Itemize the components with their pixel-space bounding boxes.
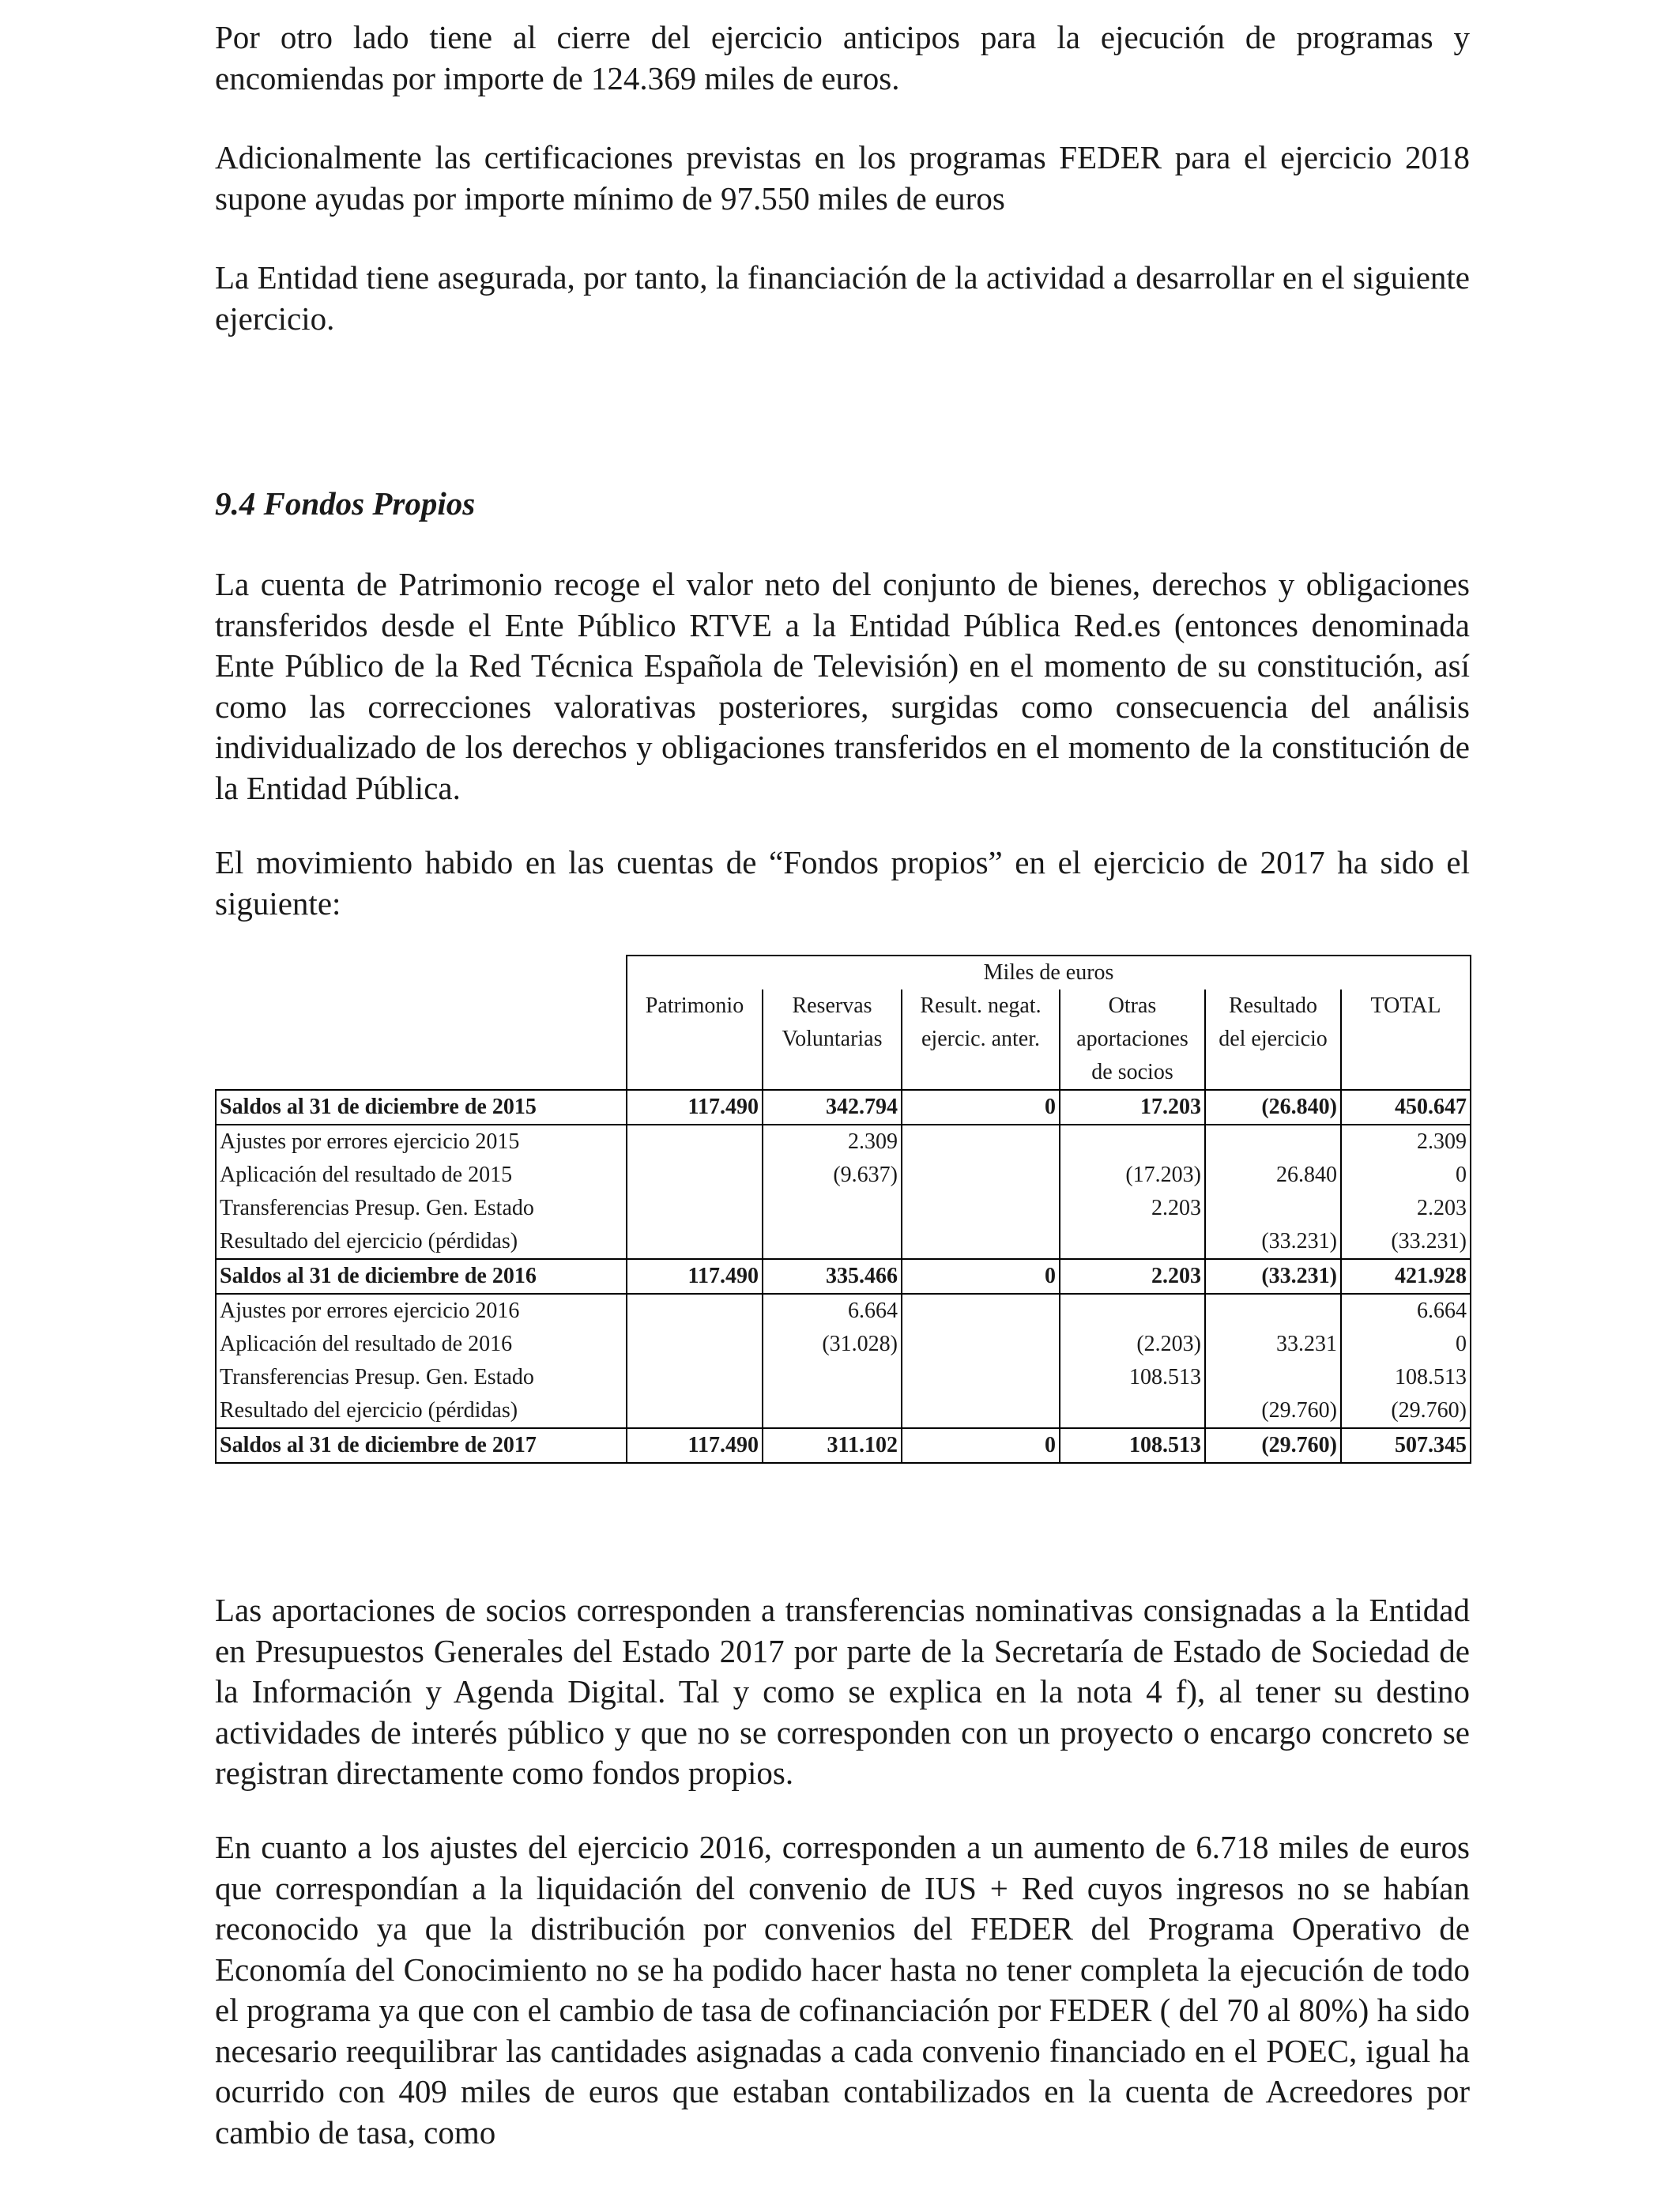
table-row: Transferencias Presup. Gen. Estado 108.513 108.513 xyxy=(216,1361,1471,1394)
table-row-saldo-2017: Saldos al 31 de diciembre de 2017 117.490 311.102 0 108.513 (29.760) 507.345 xyxy=(216,1428,1471,1463)
col-header-resultado: Resultado del ejercicio xyxy=(1205,990,1341,1090)
row-label: Saldos al 31 de diciembre de 2015 xyxy=(216,1090,627,1125)
table-row-saldo-2016: Saldos al 31 de diciembre de 2016 117.490 335.466 0 2.203 (33.231) 421.928 xyxy=(216,1259,1471,1294)
col-header-otras-aportaciones: Otras aportaciones de socios xyxy=(1060,990,1205,1090)
paragraph-ajustes-2016: En cuanto a los ajustes del ejercicio 2016, corresponden a un aumento de 6.718 miles de euros que correspondían a la liquidación del convenio de IUS + Red cuyos ingresos no se habían reconocido ya que la distribución por convenios del FEDER del Programa Operativo de Economía del Conocimiento no se ha podido hacer hasta no tener completa la ejecución de todo el programa ya que con el cambio de tasa de cofinanciación por FEDER ( del 70 al 80%) ha sido necesario reequilibrar las cantidades asignadas a cada convenio financiado en el POEC, igual ha ocurrido con 409 miles de euros que estaban contabilizados en la cuenta de Acreedores por cambio de tasa, como xyxy=(215,1829,1470,2151)
group-header-miles-de-euros: Miles de euros xyxy=(627,956,1471,990)
paragraph-anticipos: Por otro lado tiene al cierre del ejercicio anticipos para la ejecución de programas y encomiendas por importe de 124.369 miles de euros. xyxy=(215,19,1470,96)
table-row: Ajustes por errores ejercicio 2016 6.664 6.664 xyxy=(216,1294,1471,1328)
paragraph-financiacion: La Entidad tiene asegurada, por tanto, la financiación de la actividad a desarrollar en el siguiente ejercicio. xyxy=(215,259,1470,337)
table-row: Ajustes por errores ejercicio 2015 2.309 2.309 xyxy=(216,1125,1471,1159)
table-column-header-row xyxy=(216,990,1471,1090)
table-row: Resultado del ejercicio (pérdidas) (29.760) (29.760) xyxy=(216,1394,1471,1428)
col-header-reservas: Reservas Voluntarias xyxy=(763,990,902,1090)
section-title: 9.4 Fondos Propios xyxy=(215,485,476,522)
table-row: Aplicación del resultado de 2016 (31.028) (2.203) 33.231 0 xyxy=(216,1328,1471,1361)
paragraph-patrimonio: La cuenta de Patrimonio recoge el valor neto del conjunto de bienes, derechos y obligaciones transferidos desde el Ente Público RTVE a la Entidad Pública Red.es (entonces denominada Ente Público de la Red Técnica Española de Televisión) en el momento de su constitución, así como las correcciones valorativas posteriores, surgidas como consecuencia del análisis individualizado de los derechos y obligaciones transferidos en el momento de la constitución de la Entidad Pública. xyxy=(215,566,1470,806)
col-header-total: TOTAL xyxy=(1341,990,1471,1090)
fondos-propios-table xyxy=(215,955,1471,1464)
table-row: Aplicación del resultado de 2015 (9.637) (17.203) 26.840 0 xyxy=(216,1159,1471,1192)
col-header-patrimonio: Patrimonio xyxy=(627,990,763,1090)
paragraph-movimiento: El movimiento habido en las cuentas de “Fondos propios” en el ejercicio de 2017 ha sido el siguiente: xyxy=(215,844,1470,922)
table-row-saldo-2015: Saldos al 31 de diciembre de 2015 117.490 342.794 0 17.203 (26.840) 450.647 xyxy=(216,1090,1471,1125)
paragraph-feder: Adicionalmente las certificaciones previstas en los programas FEDER para el ejercicio 2018 supone ayudas por importe mínimo de 97.550 miles de euros xyxy=(215,139,1470,217)
col-header-result-negat: Result. negat. ejercic. anter. xyxy=(902,990,1060,1090)
paragraph-aportaciones-socios: Las aportaciones de socios corresponden a transferencias nominativas consignadas a la Entidad en Presupuestos Generales del Estado 2017 por parte de la Secretaría de Estado de Sociedad de la Información y Agenda Digital. Tal y como se explica en la nota 4 f), al tener su destino actividades de interés público y que no se corresponden con un proyecto o encargo concreto se registran directamente como fondos propios. xyxy=(215,1592,1470,1791)
table-row: Resultado del ejercicio (pérdidas) (33.231) (33.231) xyxy=(216,1225,1471,1259)
table-row: Transferencias Presup. Gen. Estado 2.203 2.203 xyxy=(216,1192,1471,1225)
table-group-header-row xyxy=(216,956,1471,990)
